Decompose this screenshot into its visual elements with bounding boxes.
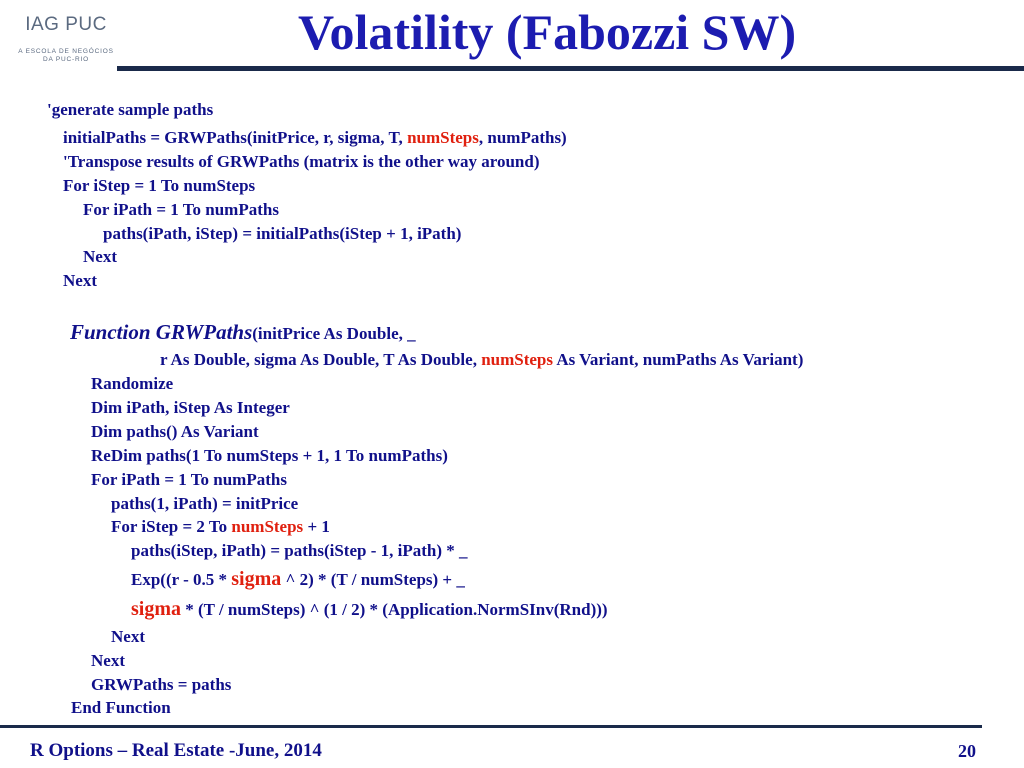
code-line: For iPath = 1 To numPaths: [83, 200, 279, 219]
code-line: For iPath = 1 To numPaths: [91, 470, 287, 489]
code-line: sigma * (T / numSteps) ^ (1 / 2) * (Application.NormSInv(Rnd))): [131, 598, 608, 620]
code-line: paths(1, iPath) = initPrice: [111, 494, 299, 513]
code-line: Dim iPath, iStep As Integer: [91, 398, 290, 417]
highlighted-param: numSteps: [231, 517, 304, 536]
code-line: Next: [63, 271, 97, 290]
logo-tagline-1: A ESCOLA DE NEGÓCIOS: [18, 48, 114, 55]
code-line: 'Transpose results of GRWPaths (matrix is the other way around): [63, 152, 540, 171]
code-line: For iStep = 2 To numSteps + 1: [111, 517, 330, 536]
code-line: paths(iPath, iStep) = initialPaths(iStep + 1, iPath): [103, 224, 462, 243]
title-divider: [117, 66, 1024, 71]
slide-title: Volatility (Fabozzi SW): [298, 4, 797, 60]
code-line: Exp((r - 0.5 * sigma ^ 2) * (T / numSteps) + _: [131, 568, 465, 590]
code-line: Dim paths() As Variant: [91, 422, 259, 441]
code-line: For iStep = 1 To numSteps: [63, 176, 256, 195]
code-line: initialPaths = GRWPaths(initPrice, r, sigma, T, numSteps, numPaths): [63, 128, 567, 147]
code-line: paths(iStep, iPath) = paths(iStep - 1, iPath) * _: [131, 541, 468, 560]
code-line: End Function: [71, 698, 171, 717]
code-line: r As Double, sigma As Double, T As Double, numSteps As Variant, numPaths As Variant): [160, 350, 804, 369]
logo-tagline-2: DA PUC-RIO: [43, 56, 89, 63]
highlighted-param: numSteps: [407, 128, 479, 147]
code-line: ReDim paths(1 To numSteps + 1, 1 To numPaths): [91, 446, 448, 465]
code-line: Randomize: [91, 374, 174, 393]
code-line: 'generate sample paths: [47, 100, 214, 119]
iag-puc-logo: [14, 10, 118, 68]
code-line: Next: [91, 651, 125, 670]
footer-text: R Options – Real Estate -June, 2014: [30, 740, 322, 761]
function-name: Function GRWPaths: [70, 320, 253, 344]
code-line: Next: [83, 247, 117, 266]
page-number: 20: [958, 741, 976, 761]
highlighted-param: sigma: [131, 598, 181, 620]
footer-divider: [0, 725, 982, 728]
highlighted-param: sigma: [231, 568, 282, 590]
code-line: Next: [111, 627, 145, 646]
code-line: Function GRWPaths(initPrice As Double, _: [70, 320, 416, 344]
highlighted-param: numSteps: [481, 350, 554, 369]
logo-wordmark: IAG PUC: [25, 14, 107, 35]
code-line: GRWPaths = paths: [91, 675, 232, 694]
